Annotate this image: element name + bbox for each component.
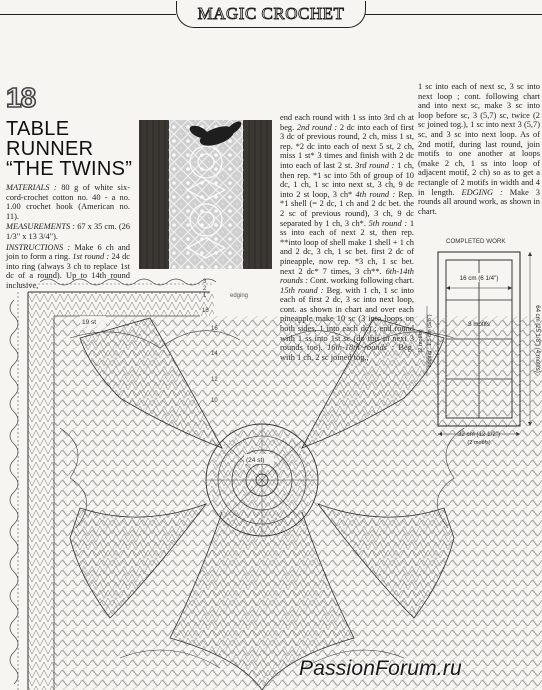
- crochet-chart: [0, 278, 542, 690]
- magazine-header: [176, 1, 366, 28]
- materials-label: MATERIALS :: [6, 183, 57, 192]
- round-label-10: 10: [211, 398, 218, 404]
- pattern-title-line-1: TABLE: [6, 118, 70, 140]
- header-rule-right: [364, 14, 542, 15]
- round-label-3: 3: [203, 279, 207, 285]
- round-6-14-label: 6th-14th rounds :: [280, 266, 414, 286]
- pattern-title-line-3: “THE TWINS”: [6, 158, 133, 180]
- stitch-count-label-2: (24 st): [246, 457, 265, 464]
- materials-text: 80 g of white six-cord-crochet cotton no. 40 - a no. 1.00 crochet hook (American no. 11).: [6, 183, 130, 221]
- photo-illustration: [139, 120, 272, 269]
- materials-column: [6, 183, 130, 292]
- joining-paragraph: [418, 82, 540, 216]
- header-rule-left: [0, 14, 176, 15]
- round-15-label: 15th round :: [280, 285, 324, 295]
- mid-text-1: end each round with 1 ss into 3rd ch at beg.: [280, 113, 414, 132]
- round-1-label: 1st round :: [72, 252, 110, 262]
- table-runner-photo: [139, 120, 272, 269]
- round-label-18: 18: [202, 308, 209, 314]
- round-5-label: 5th round :: [368, 218, 408, 228]
- measurements-paragraph: [6, 222, 130, 241]
- mid-text-5: 1 ss into each of next 2 st, then rep. **into loop of shell make 1 shell + 1 ch and 2 dc, 3 ch, 1 sc bet. first 2 dc of pineapple, now rep. *3 ch, 1 sc bet. next 2 dc* 7 times, 3 ch**.: [280, 218, 414, 276]
- materials-paragraph: [6, 183, 130, 221]
- magazine-title: MAGIC CROCHET: [197, 4, 345, 23]
- mid-text-6: Cont. working following chart.: [307, 276, 414, 286]
- round-label-14: 14: [211, 351, 218, 357]
- instructions-label: INSTRUCTIONS :: [6, 242, 71, 252]
- round-label-1: 1: [203, 293, 207, 299]
- round-2-label: 2nd round :: [296, 122, 338, 132]
- chart-edging-label: edging: [230, 293, 249, 299]
- width-label: 16 cm (6 1/4"): [459, 275, 499, 282]
- round-label-2: 2: [203, 286, 207, 292]
- round-3-label: 3rd round :: [355, 160, 395, 170]
- right-text-2: Make 3 rounds all around work, as shown in chart.: [418, 187, 540, 216]
- instructions-text-1: Make 6 ch and join to form a ring.: [6, 242, 130, 262]
- round-4-label: 4th round :: [355, 189, 396, 199]
- edging-column: [418, 82, 540, 217]
- completed-work-title: COMPLETED WORK: [446, 238, 506, 245]
- mid-text-2: 2 dc into each of first 3 dc of previous round, 2 ch, miss 1 st, rep. *2 dc into each of next 5 st, 2 ch, miss 1 st* 3 times and finish with 2 dc into each of last 2 st.: [280, 122, 414, 170]
- pattern-title-line-2: RUNNER: [6, 138, 94, 160]
- measurements-label: MEASUREMENTS :: [6, 222, 76, 232]
- mid-text-4: Rep. *1 shell (= 2 dc, 1 ch and 2 dc bet. the 2 sc of previous round), 3 ch, 9 dc separated by 1 ch, 3 ch*.: [280, 189, 414, 228]
- watermark: PassionForum.ru: [299, 657, 462, 680]
- edging-instructions-label: EDGING :: [461, 187, 503, 197]
- measurements-text: 67 x 35 cm. (26 1/3" x 13 3/4").: [6, 222, 130, 241]
- instructions-text-2: 24 dc into ring (always 3 ch to replace 1st dc of a round). Up to 14th round inclusive,: [6, 252, 131, 290]
- round-label-16: 16: [211, 326, 218, 332]
- mid-text-3: 1 ch, then rep. *1 sc into 5th of group of 10 dc, 1 ch, 1 sc into next st, 3 ch, 9 dc into 2 st loop, 3 ch*: [280, 160, 415, 199]
- right-text-1: 1 sc into each of next sc, 3 sc into next loop ; cont. following chart and into next sc, make 3 sc into loop before sc, 3 (5,7) sc, twice (2 sc joined tog.), 1 sc into next 3 (5,7) sc, and 3 sc into next loop. As of 2nd motif, during last round, join motifs to one another at loops (make 2 ch, 1 ss into loop of adjacent motif, 2 ch) so as to get a rectangle of 2 motifs in width and 4 in length.: [418, 82, 540, 197]
- pattern-number: 18: [6, 82, 36, 113]
- stitch-count-label-1: 19 st: [82, 319, 97, 326]
- round-label-12: 12: [211, 377, 218, 383]
- mid-text-7: Beg. with 1 ch, 1 sc into each of first 2 dc, 3 sc into next loop, cont. as shown in chart and over each: [280, 285, 414, 314]
